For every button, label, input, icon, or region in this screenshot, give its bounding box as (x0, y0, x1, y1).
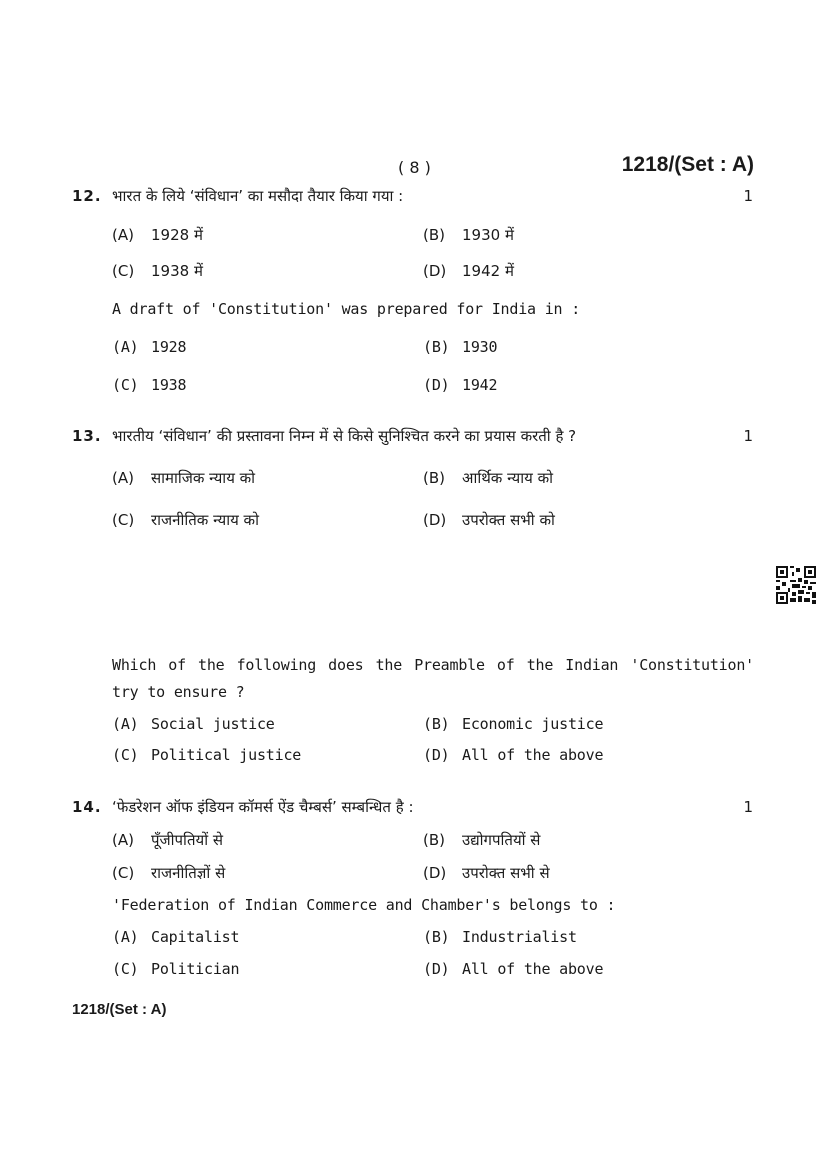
question-14-hindi-text: ‘फेडरेशन ऑफ इंडियन कॉमर्स ऐंड चैम्बर्स’ सम्बन्धित है : (112, 798, 414, 816)
question-14-english-text: 'Federation of Indian Commerce and Chamber's belongs to : (112, 896, 616, 914)
q12-hindi-option-a (112, 225, 203, 245)
option-text: उपरोक्त सभी से (462, 864, 550, 882)
option-text: 1938 में (151, 262, 203, 280)
question-13-english-text: Which of the following does the Preamble of the Indian 'Constitution' try to ensure ? (112, 656, 754, 701)
option-label: (C) (112, 376, 139, 394)
q12-hindi-option-c (112, 261, 203, 281)
option-label: (D) (423, 960, 450, 978)
option-label: (D) (423, 262, 447, 280)
q12-english-option-d (423, 376, 497, 394)
option-label: (D) (423, 864, 447, 882)
option-text: 1928 (151, 338, 187, 356)
option-text: 1942 में (462, 262, 514, 280)
q14-hindi-option-a (112, 830, 223, 850)
q14-hindi-option-d (423, 863, 550, 883)
q14-hindi-option-c (112, 863, 225, 883)
q13-english-option-a (112, 715, 275, 733)
option-label: (C) (112, 262, 135, 280)
option-text: उद्योगपतियों से (462, 831, 541, 849)
option-text: आर्थिक न्याय को (462, 469, 553, 487)
q13-hindi-option-c (112, 510, 259, 530)
q12-english-option-a (112, 338, 186, 356)
option-label: (A) (112, 469, 134, 487)
set-code-footer: 1218/(Set : A) (72, 1001, 167, 1018)
option-label: (A) (112, 715, 139, 733)
q13-hindi-option-d (423, 510, 555, 530)
option-text: All of the above (462, 746, 604, 764)
option-text: पूँजीपतियों से (151, 831, 223, 849)
option-text: 1930 में (462, 226, 514, 244)
option-label: (C) (112, 746, 139, 764)
q13-english-option-b (423, 715, 603, 733)
option-label: (B) (423, 831, 445, 849)
qr-code-icon (776, 566, 816, 604)
option-text: उपरोक्त सभी को (462, 511, 555, 529)
question-14-number: 14. (72, 798, 102, 816)
q12-hindi-option-d (423, 261, 514, 281)
option-label: (C) (112, 960, 139, 978)
q13-english-option-d (423, 746, 603, 764)
q12-english-option-c (112, 376, 186, 394)
option-text: राजनीतिक न्याय को (151, 511, 259, 529)
q12-hindi-option-b (423, 225, 514, 245)
q14-english-option-a (112, 928, 239, 946)
question-12-marks: 1 (743, 187, 753, 205)
option-label: (D) (423, 511, 447, 529)
option-label: (B) (423, 338, 450, 356)
q14-english-option-c (112, 960, 239, 978)
question-13-hindi-text: भारतीय ‘संविधान’ की प्रस्तावना निम्न में से किसे सुनिश्चित करने का प्रयास करती है ? (112, 427, 577, 445)
option-text: Capitalist (151, 928, 240, 946)
option-text: 1938 (151, 376, 187, 394)
option-label: (C) (112, 511, 135, 529)
option-label: (B) (423, 226, 445, 244)
question-13-number: 13. (72, 427, 102, 445)
q13-hindi-option-a (112, 468, 255, 488)
option-text: 1930 (462, 338, 498, 356)
question-12-hindi-text: भारत के लिये ‘संविधान’ का मसौदा तैयार किया गया : (112, 187, 404, 205)
option-label: (A) (112, 338, 139, 356)
question-12-english-text: A draft of 'Constitution' was prepared for India in : (112, 300, 581, 318)
option-text: राजनीतिज्ञों से (151, 864, 226, 882)
q13-hindi-option-b (423, 468, 553, 488)
q14-hindi-option-b (423, 830, 540, 850)
q13-english-option-c (112, 746, 301, 764)
option-text: सामाजिक न्याय को (151, 469, 256, 487)
q14-english-option-d (423, 960, 603, 978)
question-13-marks: 1 (743, 427, 753, 445)
option-text: Industrialist (462, 928, 577, 946)
q14-english-option-b (423, 928, 577, 946)
option-text: Political justice (151, 746, 302, 764)
option-text: Politician (151, 960, 240, 978)
option-label: (D) (423, 376, 450, 394)
option-label: (A) (112, 226, 134, 244)
page-number: ( 8 ) (398, 158, 431, 177)
option-label: (D) (423, 746, 450, 764)
option-label: (B) (423, 715, 450, 733)
option-text: All of the above (462, 960, 604, 978)
q12-english-option-b (423, 338, 497, 356)
option-label: (B) (423, 928, 450, 946)
option-text: Social justice (151, 715, 275, 733)
set-code-header: 1218/(Set : A) (621, 153, 754, 176)
question-14-marks: 1 (743, 798, 753, 816)
option-text: 1928 में (151, 226, 203, 244)
option-label: (B) (423, 469, 445, 487)
option-text: Economic justice (462, 715, 604, 733)
option-text: 1942 (462, 376, 498, 394)
question-12-number: 12. (72, 187, 102, 205)
option-label: (A) (112, 831, 134, 849)
option-label: (A) (112, 928, 139, 946)
option-label: (C) (112, 864, 135, 882)
